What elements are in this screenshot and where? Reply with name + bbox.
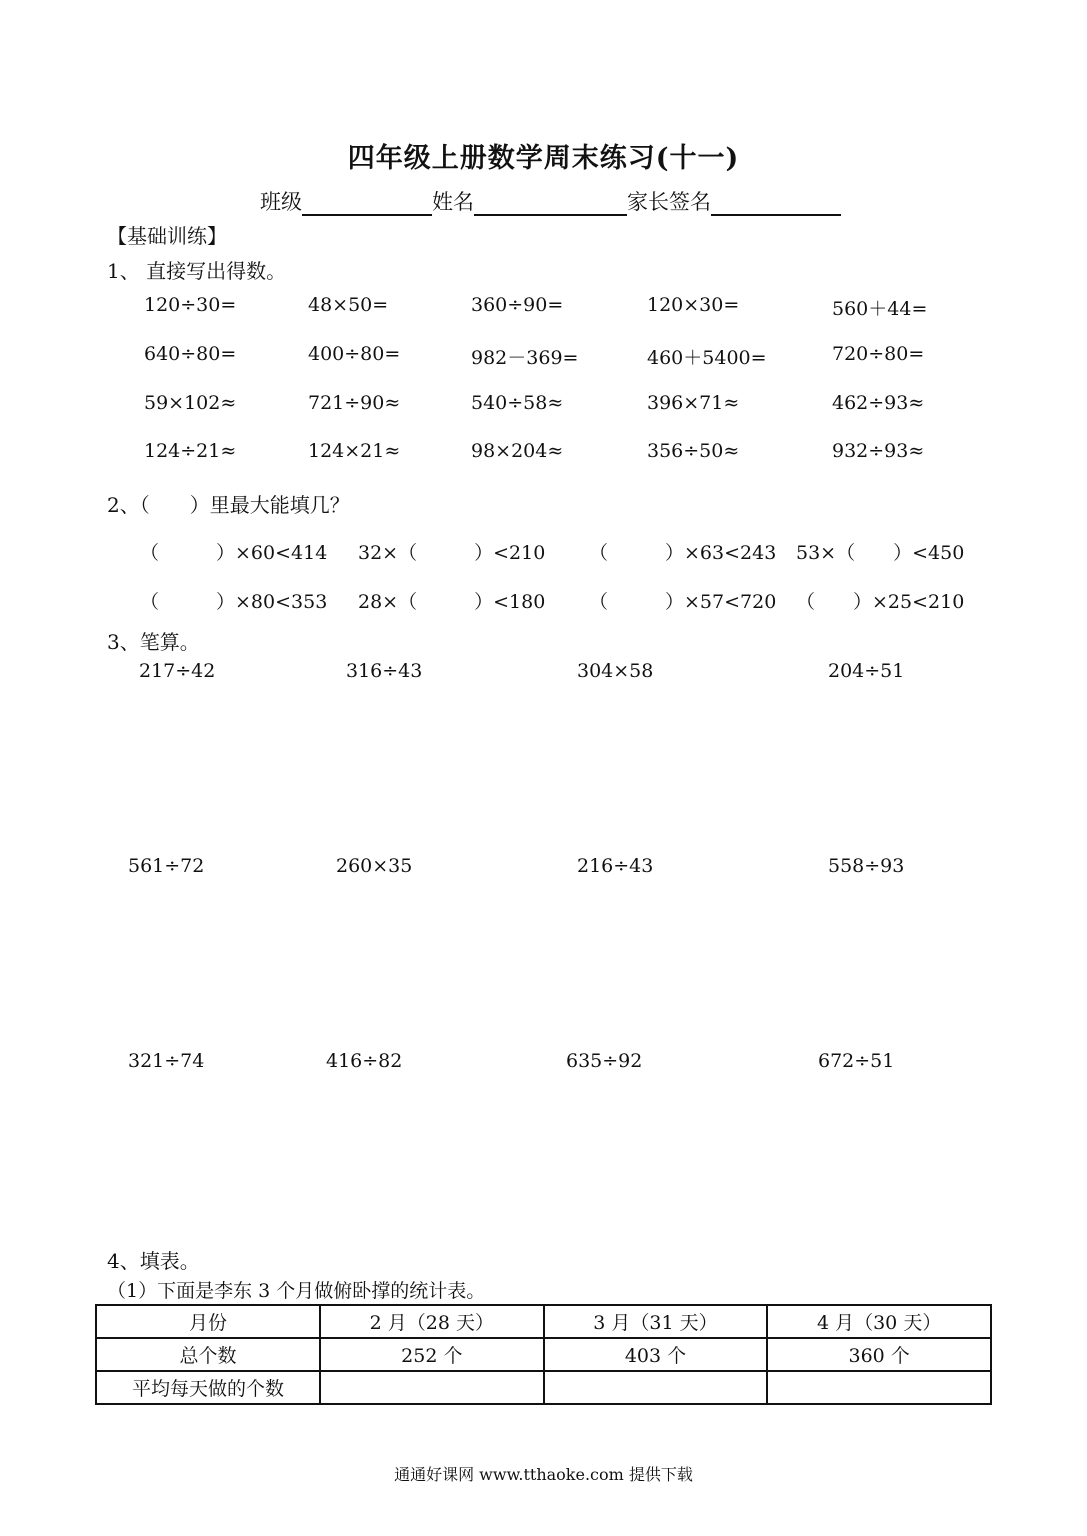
q3-problem: 416÷82 bbox=[326, 1050, 403, 1072]
q1-problem: 396×71≈ bbox=[647, 392, 740, 414]
table-cell: 403 个 bbox=[544, 1338, 768, 1371]
q1-problem: 120×30= bbox=[647, 294, 740, 316]
table-header-row bbox=[96, 1305, 991, 1338]
q2-problem: 53×（ ）<450 bbox=[796, 542, 965, 564]
q2-problem: 32×（ ）<210 bbox=[358, 542, 546, 564]
q1-heading: 1、 直接写出得数。 bbox=[107, 259, 287, 283]
table-cell: 总个数 bbox=[96, 1338, 320, 1371]
class-label: 班级 bbox=[260, 190, 302, 214]
q3-problem: 204÷51 bbox=[828, 660, 905, 682]
q3-heading: 3、笔算。 bbox=[107, 630, 200, 654]
q1-problem: 120÷30= bbox=[144, 294, 237, 316]
table-header-cell: 4 月（30 天） bbox=[767, 1305, 991, 1338]
class-blank bbox=[302, 192, 432, 216]
q2-problem: （ ）×60<414 bbox=[140, 542, 328, 564]
name-label: 姓名 bbox=[432, 190, 474, 214]
q1-problem: 48×50= bbox=[308, 294, 389, 316]
footer: 通通好课网 www.tthaoke.com 提供下载 bbox=[394, 1465, 693, 1484]
q1-problem: 400÷80= bbox=[308, 343, 401, 365]
q3-problem: 304×58 bbox=[577, 660, 654, 682]
q1-problem: 640÷80= bbox=[144, 343, 237, 365]
q2-problem: （ ）×80<353 bbox=[140, 591, 328, 613]
answer-cell[interactable] bbox=[544, 1371, 768, 1404]
q1-problem: 560＋44= bbox=[832, 298, 928, 320]
q3-problem: 672÷51 bbox=[818, 1050, 895, 1072]
q4-subheading: （1）下面是李东 3 个月做俯卧撑的统计表。 bbox=[107, 1280, 486, 1302]
q3-problem: 217÷42 bbox=[139, 660, 216, 682]
table-row bbox=[96, 1371, 991, 1404]
q1-problem: 356÷50≈ bbox=[647, 440, 740, 462]
answer-cell[interactable] bbox=[767, 1371, 991, 1404]
section-header: 【基础训练】 bbox=[107, 224, 227, 248]
q1-problem: 540÷58≈ bbox=[471, 392, 564, 414]
table-header-cell: 3 月（31 天） bbox=[544, 1305, 768, 1338]
q1-problem: 98×204≈ bbox=[471, 440, 564, 462]
q1-problem: 721÷90≈ bbox=[308, 392, 401, 414]
q1-problem: 59×102≈ bbox=[144, 392, 237, 414]
q3-problem: 558÷93 bbox=[828, 855, 905, 877]
q2-problem: （ ）×57<720 bbox=[589, 591, 777, 613]
stats-table bbox=[95, 1304, 992, 1405]
q3-problem: 561÷72 bbox=[128, 855, 205, 877]
table-cell: 平均每天做的个数 bbox=[96, 1371, 320, 1404]
q1-problem: 124÷21≈ bbox=[144, 440, 237, 462]
q3-problem: 216÷43 bbox=[577, 855, 654, 877]
table-header-cell: 2 月（28 天） bbox=[320, 1305, 544, 1338]
q3-problem: 321÷74 bbox=[128, 1050, 205, 1072]
answer-cell[interactable] bbox=[320, 1371, 544, 1404]
page-title: 四年级上册数学周末练习(十一) bbox=[347, 143, 740, 174]
table-cell: 252 个 bbox=[320, 1338, 544, 1371]
parent-blank bbox=[711, 192, 841, 216]
table-cell: 360 个 bbox=[767, 1338, 991, 1371]
q1-problem: 720÷80= bbox=[832, 343, 925, 365]
q1-problem: 460＋5400= bbox=[647, 347, 767, 369]
q2-problem: （ ）×63<243 bbox=[589, 542, 777, 564]
q1-problem: 462÷93≈ bbox=[832, 392, 925, 414]
q2-problem: （ ）×25<210 bbox=[796, 591, 965, 613]
name-blank bbox=[474, 192, 627, 216]
q2-problem: 28×（ ）<180 bbox=[358, 591, 546, 613]
q1-problem: 982－369= bbox=[471, 347, 579, 369]
parent-label: 家长签名 bbox=[627, 190, 711, 214]
table-row bbox=[96, 1338, 991, 1371]
info-line bbox=[260, 186, 841, 216]
q1-problem: 124×21≈ bbox=[308, 440, 401, 462]
table-header-cell: 月份 bbox=[96, 1305, 320, 1338]
q3-problem: 316÷43 bbox=[346, 660, 423, 682]
q3-problem: 635÷92 bbox=[566, 1050, 643, 1072]
q1-problem: 360÷90= bbox=[471, 294, 564, 316]
q3-problem: 260×35 bbox=[336, 855, 413, 877]
q1-problem: 932÷93≈ bbox=[832, 440, 925, 462]
q4-heading: 4、填表。 bbox=[107, 1249, 200, 1273]
q2-heading: 2、（ ）里最大能填几？ bbox=[107, 493, 350, 517]
